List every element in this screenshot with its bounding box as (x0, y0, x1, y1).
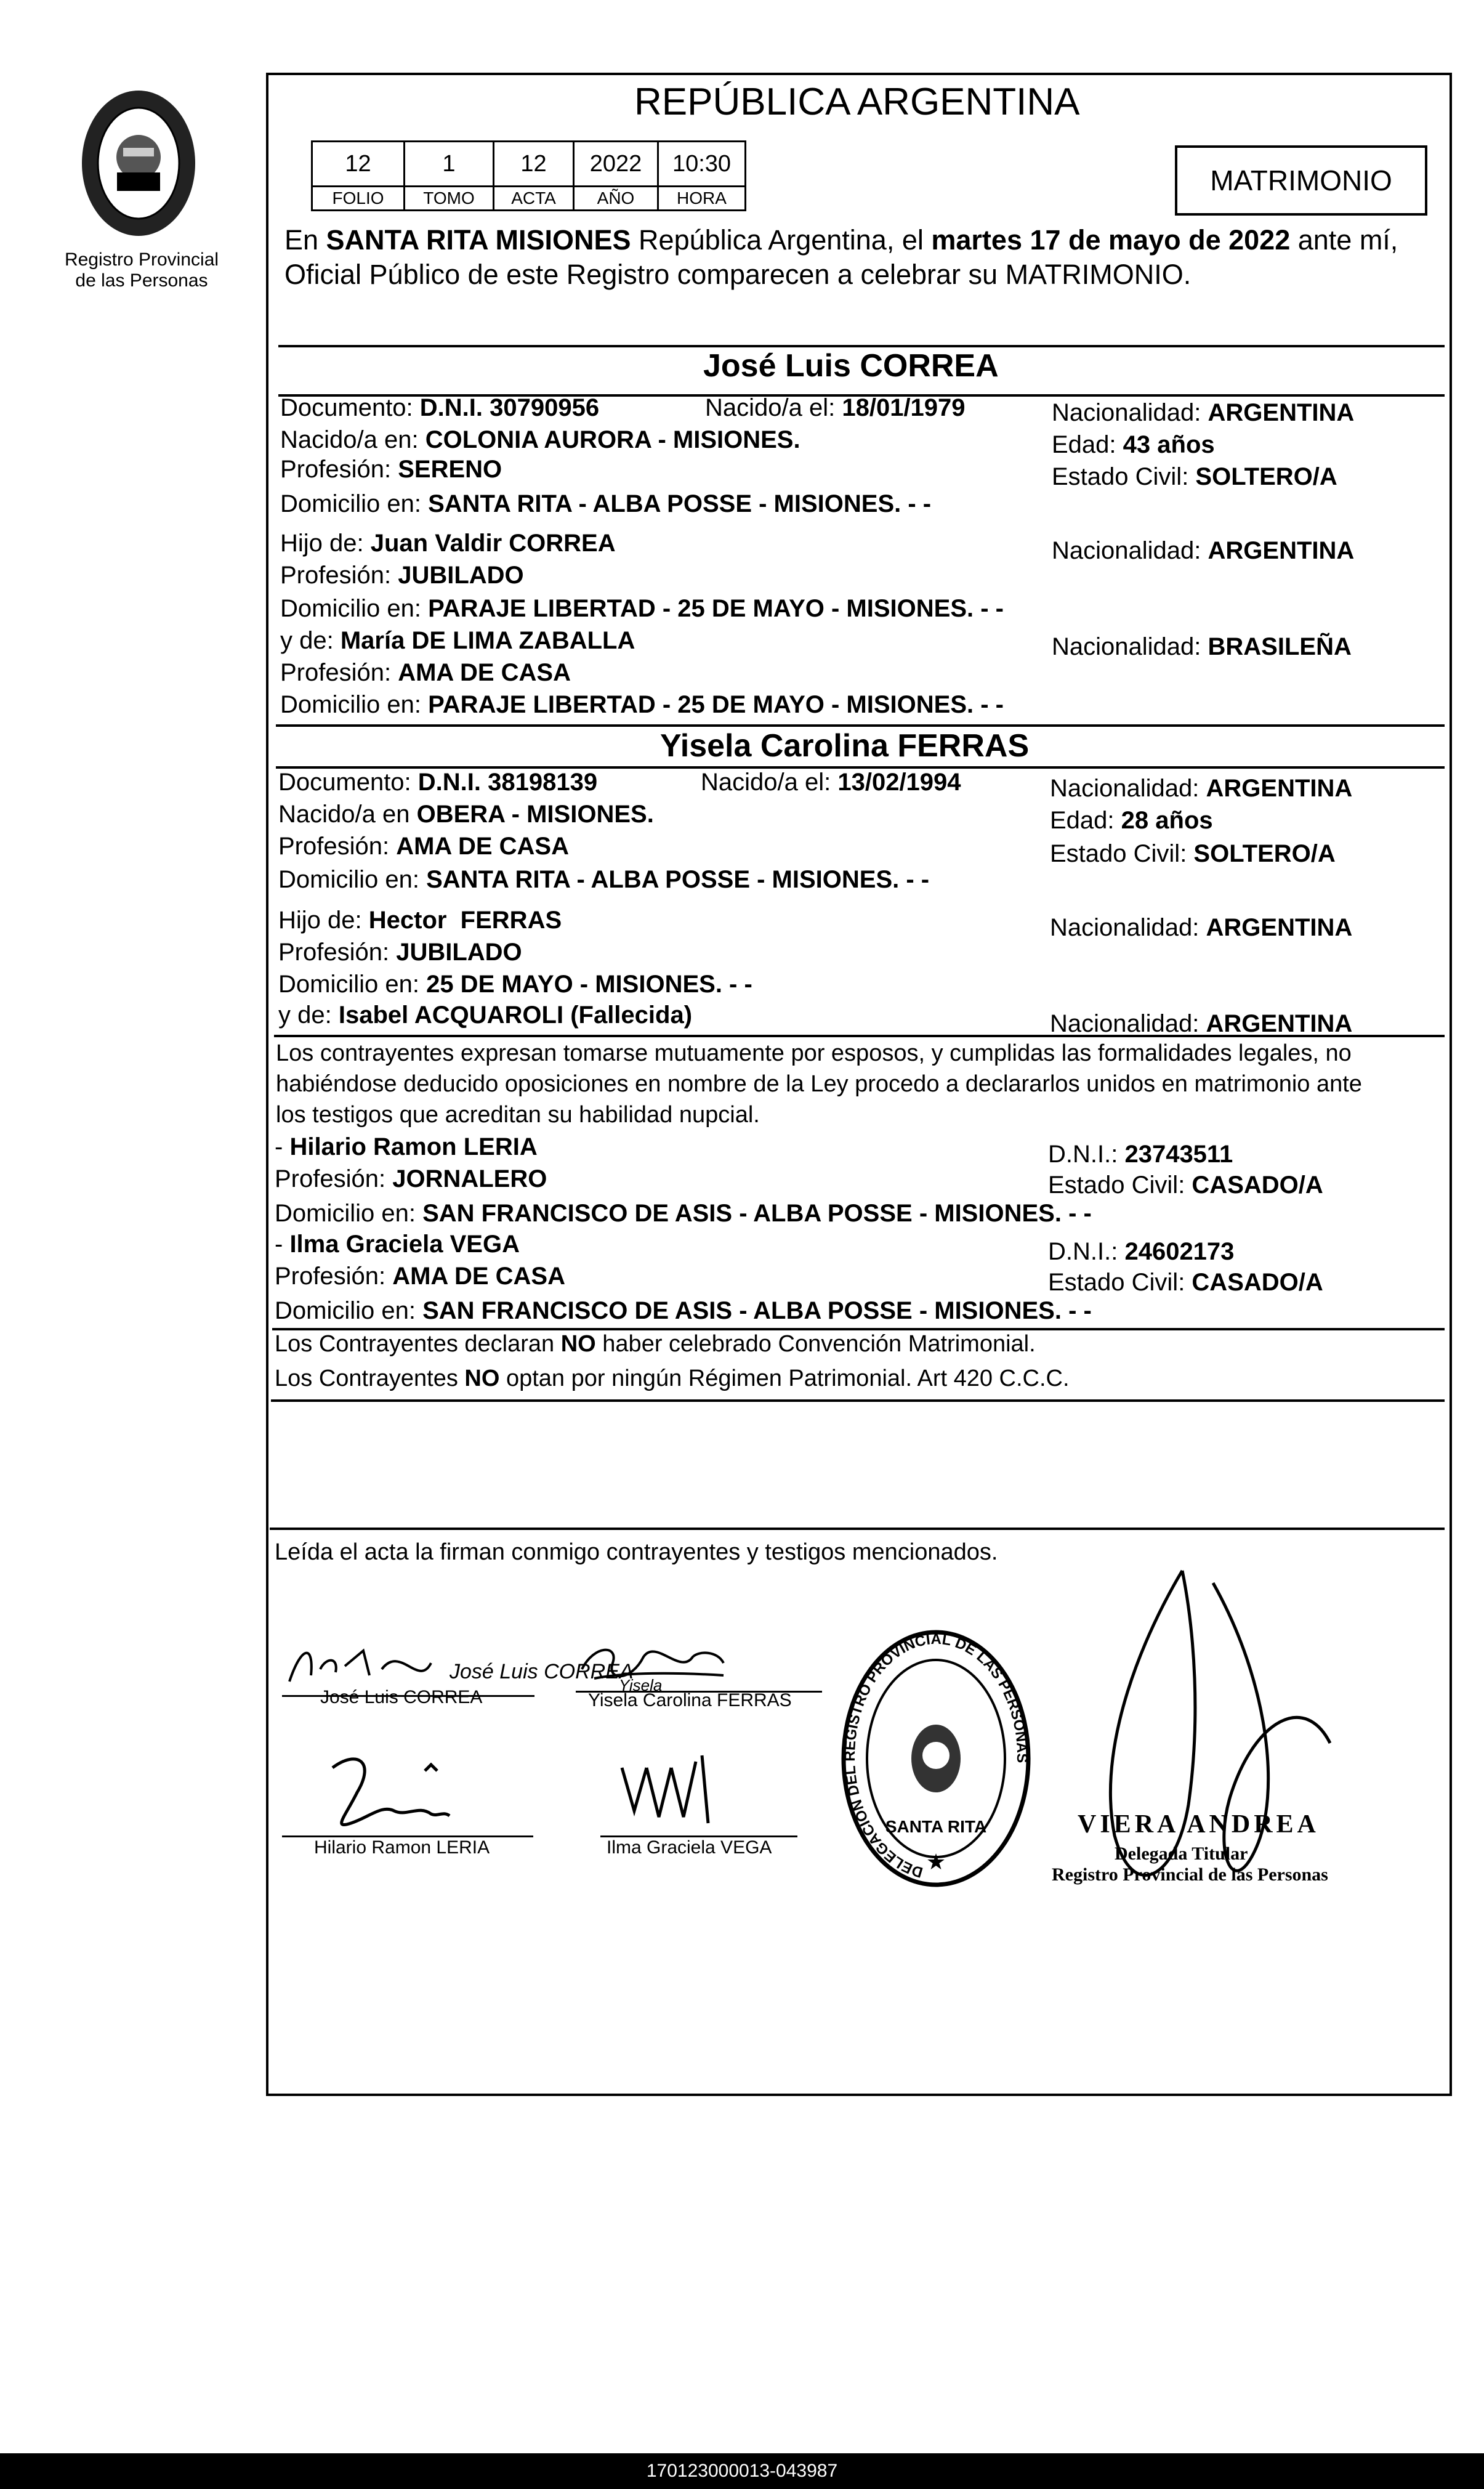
seal-center: SANTA RITA (885, 1817, 987, 1836)
groom-profesion: Profesión: SERENO (280, 456, 502, 483)
groom-estado-civil: Estado Civil: SOLTERO/A (1052, 463, 1337, 490)
witness-1-signature-label: Hilario Ramon LERIA (314, 1837, 490, 1858)
bride-mother: y de: Isabel ACQUAROLI (Fallecida) (278, 1002, 693, 1029)
witness-2-estado-civil: Estado Civil: CASADO/A (1048, 1269, 1323, 1296)
bride-father-nacionalidad: Nacionalidad: ARGENTINA (1050, 914, 1353, 941)
groom-mother-nacionalidad: Nacionalidad: BRASILEÑA (1052, 633, 1352, 660)
footer-code: 170123000013-043987 (646, 2461, 838, 2481)
bride-nacido-el: Nacido/a el: 13/02/1994 (701, 769, 961, 796)
groom-father: Hijo de: Juan Valdir CORREA (280, 530, 616, 557)
intro-line-2: Oficial Público de este Registro comparecen a celebrar su MATRIMONIO. (284, 259, 1192, 290)
grid-label-acta: ACTA (493, 185, 575, 211)
act-type: MATRIMONIO (1210, 164, 1392, 196)
bride-mother-nacionalidad: Nacionalidad: ARGENTINA (1050, 1010, 1353, 1037)
grid-label-anio: AÑO (573, 185, 659, 211)
bride-father-profesion: Profesión: JUBILADO (278, 939, 522, 966)
groom-father-profesion: Profesión: JUBILADO (280, 562, 524, 589)
divider (278, 345, 1445, 347)
declaration-line-1: Los contrayentes expresan tomarse mutuamente por esposos, y cumplidas las formalidades legales, no (276, 1040, 1352, 1066)
groom-mother-profesion: Profesión: AMA DE CASA (280, 659, 571, 686)
bride-signature (576, 1632, 736, 1694)
witness-1-estado-civil: Estado Civil: CASADO/A (1048, 1172, 1323, 1199)
province-logo (74, 86, 203, 246)
groom-signature (277, 1632, 634, 1694)
declaration-line-3: los testigos que acreditan su habilidad nupcial. (276, 1102, 760, 1128)
grid-hora: 10:30 (657, 140, 746, 187)
bride-name: Yisela Carolina FERRAS (660, 728, 1030, 764)
witness-2-dni: D.N.I.: 24602173 (1048, 1238, 1235, 1265)
witness-1-domicilio: Domicilio en: SAN FRANCISCO DE ASIS - ALBA POSSE - MISIONES. - - (275, 1200, 1092, 1227)
bride-signature-label: Yisela Carolina FERRAS (588, 1690, 792, 1710)
groom-domicilio: Domicilio en: SANTA RITA - ALBA POSSE - MISIONES. - - (280, 490, 932, 517)
bride-estado-civil: Estado Civil: SOLTERO/A (1050, 840, 1336, 867)
divider (274, 1035, 1445, 1037)
groom-nacionalidad: Nacionalidad: ARGENTINA (1052, 399, 1355, 426)
divider (271, 1399, 1445, 1402)
grid-anio: 2022 (573, 140, 659, 187)
svg-text:★: ★ (925, 1849, 946, 1874)
official-org: Registro Provincial de las Personas (1052, 1864, 1328, 1885)
convention-line-1: Los Contrayentes declaran NO haber celebrado Convención Matrimonial. (275, 1331, 1036, 1357)
witness-1-dni: D.N.I.: 23743511 (1048, 1141, 1233, 1168)
grid-tomo: 1 (403, 140, 494, 187)
witness-2-profesion: Profesión: AMA DE CASA (275, 1263, 565, 1290)
witness-1-signature (320, 1743, 462, 1835)
registry-seal (837, 1626, 1034, 1891)
seal-ring-text: DELEGACION DEL REGISTRO PROVINCIAL DE LAS PERSONAS (842, 1630, 1031, 1881)
groom-scribble: José Luis CORREA (450, 1660, 634, 1683)
groom-mother-domicilio: Domicilio en: PARAJE LIBERTAD - 25 DE MAYO - MISIONES. - - (280, 691, 1004, 718)
groom-nacido-en: Nacido/a en: COLONIA AURORA - MISIONES. (280, 426, 800, 453)
intro-line-1: En SANTA RITA MISIONES República Argentina, el martes 17 de mayo de 2022 ante mí, (284, 224, 1398, 256)
groom-signature-label: José Luis CORREA (320, 1687, 483, 1707)
witness-2-signature-label: Ilma Graciela VEGA (607, 1837, 772, 1858)
witness-1-name: - Hilario Ramon LERIA (275, 1133, 538, 1160)
grid-folio: 12 (311, 140, 405, 187)
bride-father-domicilio: Domicilio en: 25 DE MAYO - MISIONES. - - (278, 971, 752, 998)
groom-father-nacionalidad: Nacionalidad: ARGENTINA (1052, 537, 1355, 564)
bride-domicilio: Domicilio en: SANTA RITA - ALBA POSSE - MISIONES. - - (278, 866, 930, 893)
act-type-box (1175, 145, 1427, 216)
divider (276, 724, 1445, 727)
closing-text: Leída el acta la firman conmigo contrayentes y testigos mencionados. (275, 1539, 998, 1565)
witness-2-name: - Ilma Graciela VEGA (275, 1231, 520, 1258)
grid-label-folio: FOLIO (311, 185, 405, 211)
grid-label-tomo: TOMO (403, 185, 494, 211)
bride-profesion: Profesión: AMA DE CASA (278, 833, 569, 860)
divider (270, 1528, 1445, 1530)
bride-edad: Edad: 28 años (1050, 807, 1213, 834)
official-name: VIERA ANDREA (1078, 1810, 1320, 1839)
bride-nacido-en: Nacido/a en OBERA - MISIONES. (278, 801, 654, 828)
bride-father: Hijo de: Hector FERRAS (278, 907, 562, 934)
groom-name: José Luis CORREA (703, 348, 999, 384)
bride-documento: Documento: D.N.I. 38198139 (278, 769, 598, 796)
registry-name: Registro Provincial de las Personas (64, 249, 219, 291)
groom-father-domicilio: Domicilio en: PARAJE LIBERTAD - 25 DE MAYO - MISIONES. - - (280, 595, 1004, 622)
groom-mother: y de: María DE LIMA ZABALLA (280, 627, 635, 654)
groom-documento: Documento: D.N.I. 30790956 (280, 394, 600, 421)
witness-2-signature (610, 1749, 733, 1835)
grid-label-hora: HORA (657, 185, 746, 211)
groom-edad: Edad: 43 años (1052, 431, 1215, 458)
bride-scribble: Yisela (619, 1676, 663, 1694)
witness-2-domicilio: Domicilio en: SAN FRANCISCO DE ASIS - ALBA POSSE - MISIONES. - - (275, 1297, 1092, 1324)
witness-1-profesion: Profesión: JORNALERO (275, 1165, 547, 1192)
grid-acta: 12 (493, 140, 575, 187)
groom-nacido-el: Nacido/a el: 18/01/1979 (705, 394, 966, 421)
convention-line-2: Los Contrayentes NO optan por ningún Régimen Patrimonial. Art 420 C.C.C. (275, 1366, 1070, 1391)
official-role: Delegada Titular (1115, 1843, 1248, 1864)
bride-nacionalidad: Nacionalidad: ARGENTINA (1050, 775, 1353, 802)
page-title: REPÚBLICA ARGENTINA (634, 81, 1080, 123)
declaration-line-2: habiéndose deducido oposiciones en nombre de la Ley procedo a declararlos unidos en matrimonio ante (276, 1071, 1362, 1097)
footer-bar (0, 2453, 1484, 2489)
